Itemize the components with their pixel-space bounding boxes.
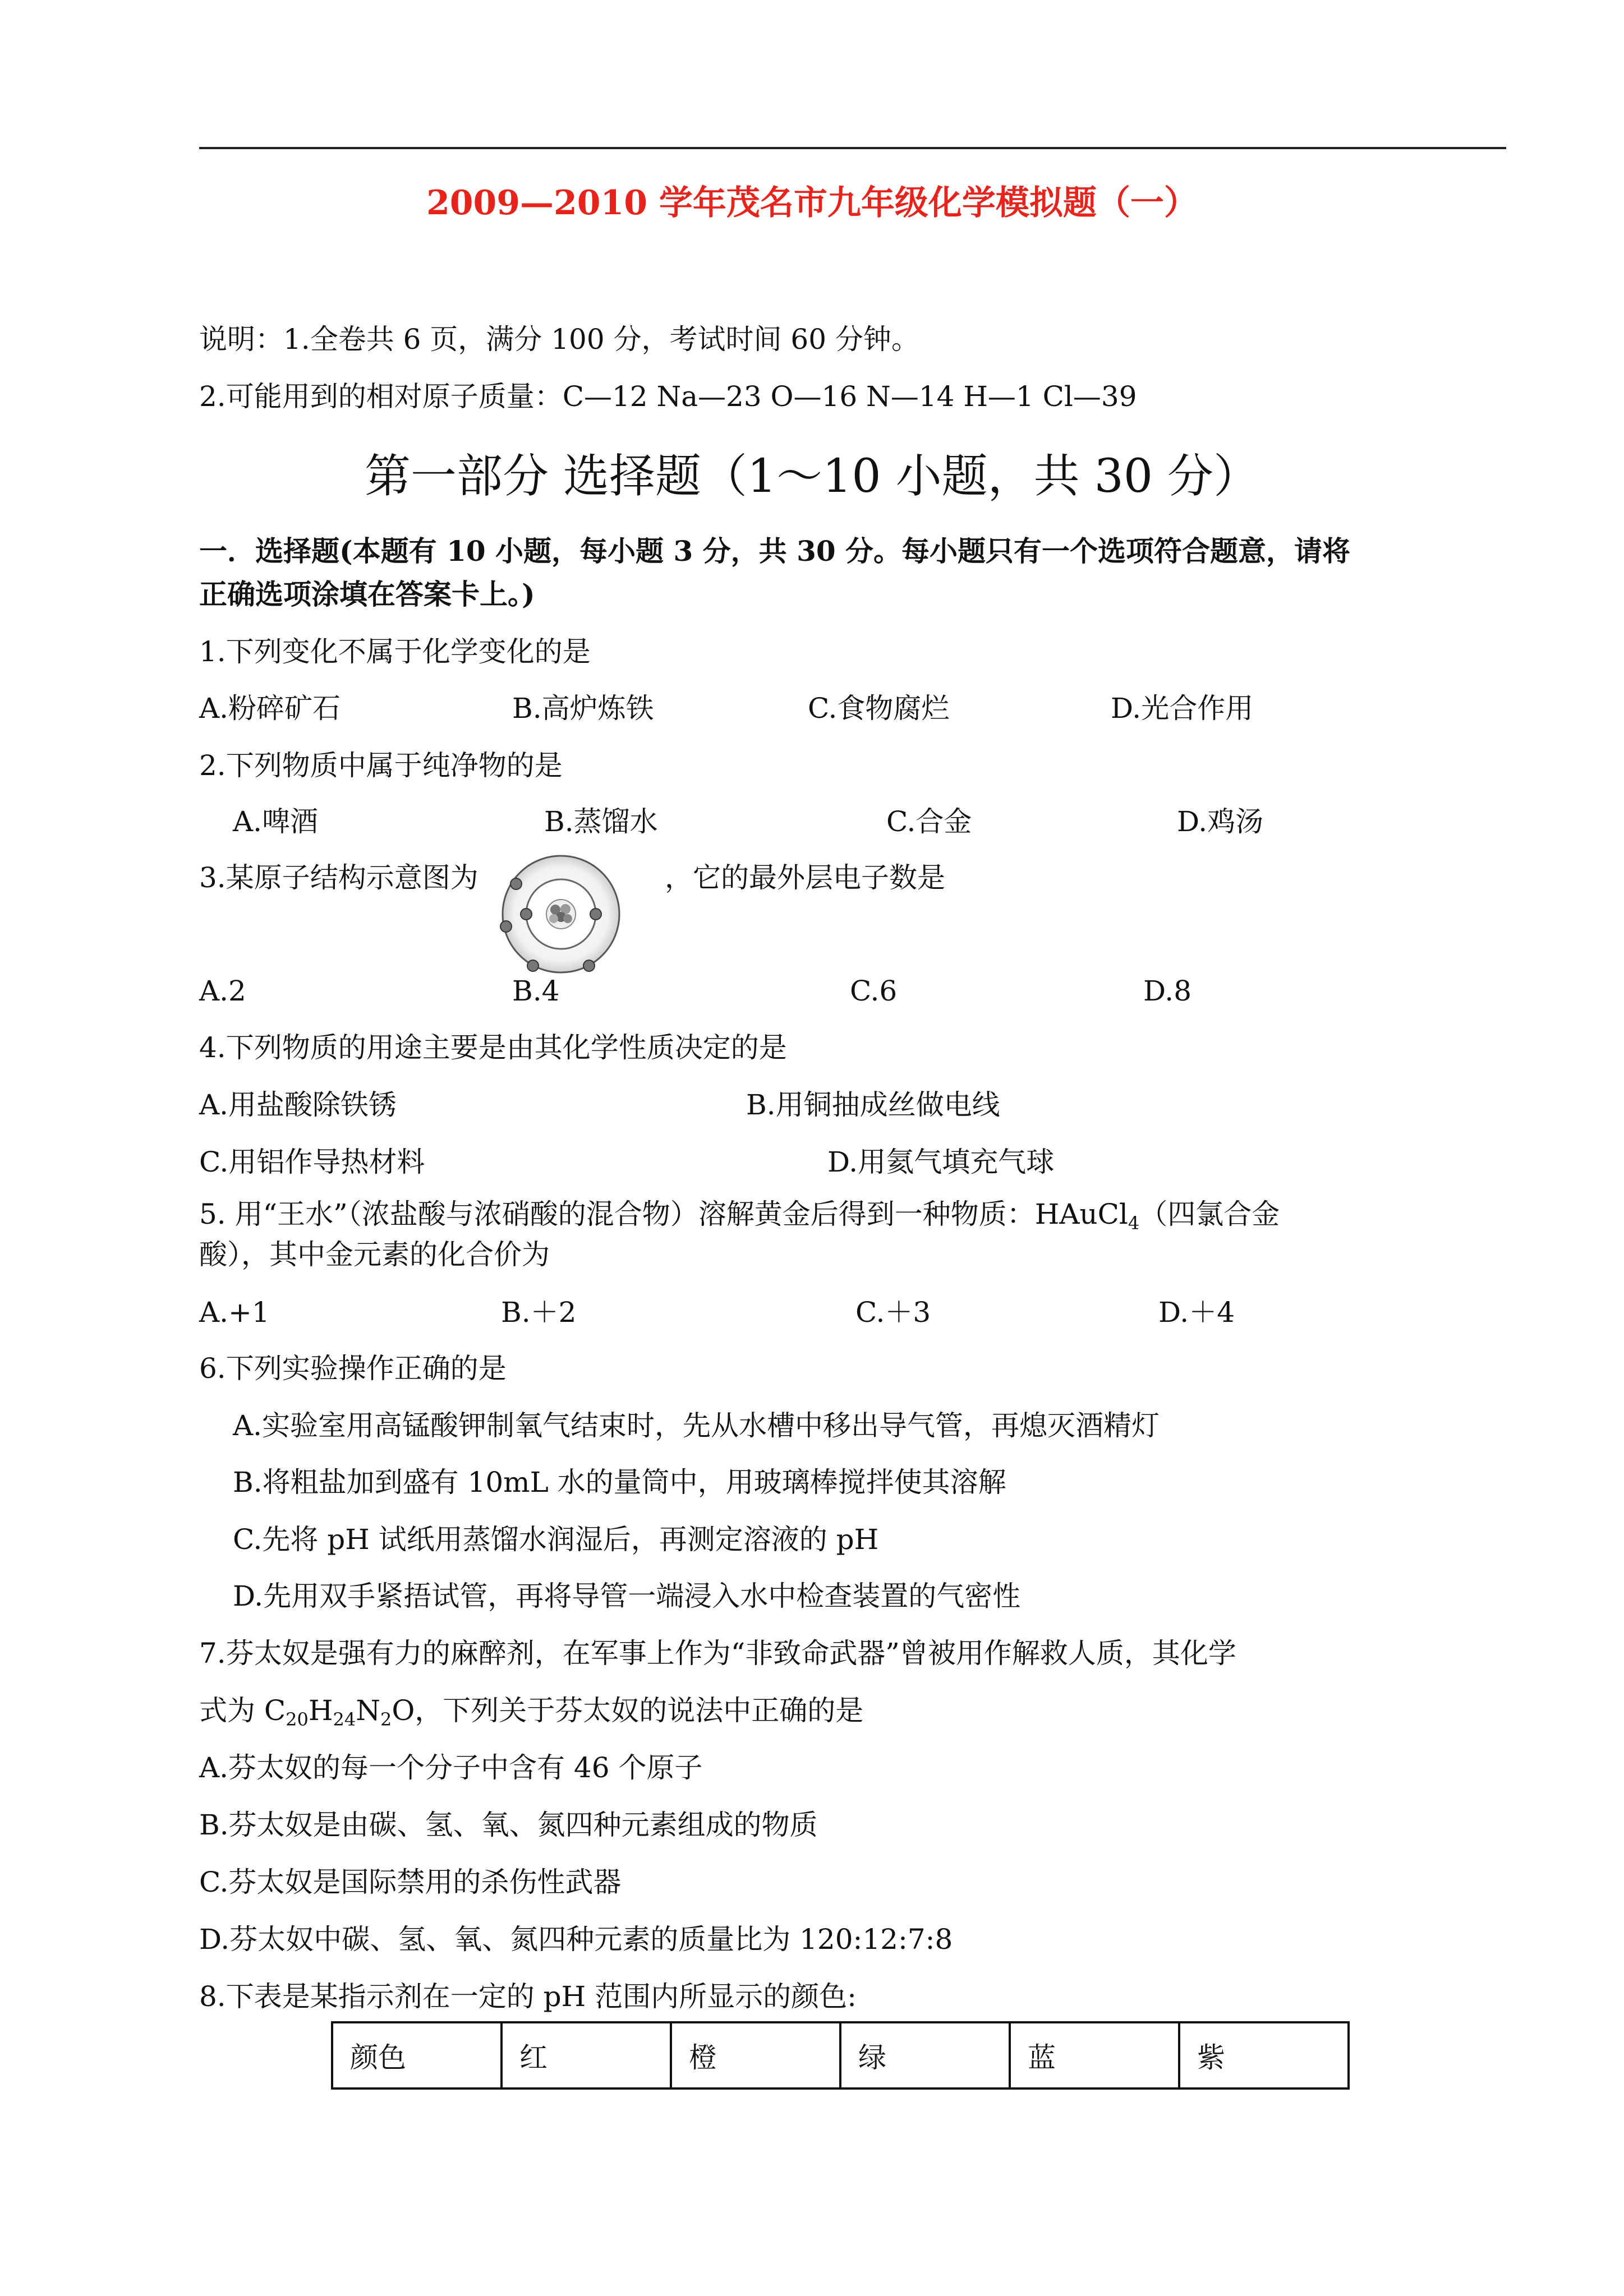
q5-stem-text: 5. 用“王水”（浓盐酸与浓硝酸的混合物）溶解黄金后得到一种物质：HAuCl	[199, 1198, 1128, 1230]
q7-formula-h: H	[308, 1694, 333, 1727]
q3-option-b: B.4	[512, 975, 560, 1007]
table-cell: 紫	[1179, 2022, 1349, 2088]
table-cell: 绿	[840, 2022, 1010, 2088]
q7-formula-n: N	[356, 1694, 380, 1727]
q5-option-a: A.+1	[199, 1296, 270, 1329]
electron	[527, 960, 539, 971]
q5-stem-line1	[199, 1197, 1280, 1234]
q7-formula-suffix: O，下列关于芬太奴的说法中正确的是	[392, 1694, 864, 1727]
header-rule	[199, 147, 1506, 149]
electron	[500, 921, 512, 932]
part1-heading-line1: 一．选择题(本题有 10 小题，每小题 3 分，共 30 分。每小题只有一个选项符合题意，请将	[199, 534, 1351, 568]
q7-subscript-n: 2	[380, 1709, 392, 1730]
q7-subscript-h: 24	[333, 1709, 356, 1730]
q7-option-d: D.芬太奴中碳、氢、氧、氮四种元素的质量比为 120:12:7:8	[199, 1923, 953, 1956]
q7-option-c: C.芬太奴是国际禁用的杀伤性武器	[199, 1866, 622, 1898]
indicator-color-table	[331, 2021, 1350, 2090]
q5-option-d: D.＋4	[1158, 1296, 1235, 1329]
q2-option-d: D.鸡汤	[1177, 805, 1264, 838]
table-row	[332, 2022, 1349, 2088]
q7-stem-line1: 7.芬太奴是强有力的麻醉剂，在军事上作为“非致命武器”曾被用作解救人质，其化学	[199, 1637, 1236, 1670]
q1-stem: 1.下列变化不属于化学变化的是	[199, 635, 591, 668]
q1-option-c: C.食物腐烂	[808, 692, 950, 725]
q6-option-d: D.先用双手紧捂试管，再将导管一端浸入水中检查装置的气密性	[233, 1580, 1021, 1612]
q5-option-b: B.＋2	[501, 1296, 577, 1329]
table-cell: 蓝	[1010, 2022, 1179, 2088]
q5-subscript: 4	[1128, 1212, 1140, 1234]
q2-option-c: C.合金	[886, 805, 972, 838]
q6-option-b: B.将粗盐加到盛有 10mL 水的量筒中，用玻璃棒搅拌使其溶解	[233, 1466, 1006, 1499]
q7-subscript-c: 20	[286, 1709, 309, 1730]
q1-option-d: D.光合作用	[1111, 692, 1254, 725]
q6-option-c: C.先将 pH 试纸用蒸馏水润湿后，再测定溶液的 pH	[233, 1523, 879, 1556]
q4-option-c: C.用铝作导热材料	[199, 1146, 425, 1178]
section-title: 第一部分 选择题（1～10 小题，共 30 分）	[364, 450, 1260, 503]
exam-title: 2009—2010 学年茂名市九年级化学模拟题（一）	[426, 183, 1198, 223]
q6-option-a: A.实验室用高锰酸钾制氧气结束时，先从水槽中移出导气管，再熄灭酒精灯	[233, 1409, 1160, 1442]
q2-option-b: B.蒸馏水	[544, 805, 658, 838]
q4-option-d: D.用氦气填充气球	[827, 1146, 1055, 1178]
part1-heading-line2: 正确选项涂填在答案卡上。)	[199, 578, 535, 611]
q3-stem-before: 3.某原子结构示意图为	[199, 861, 479, 894]
electron	[510, 878, 522, 889]
q8-stem: 8.下表是某指示剂在一定的 pH 范围内所显示的颜色:	[199, 1980, 857, 2013]
q4-stem: 4.下列物质的用途主要是由其化学性质决定的是	[199, 1031, 787, 1064]
q3-option-c: C.6	[850, 975, 898, 1007]
electron	[521, 909, 532, 920]
q5-stem-suffix: （四氯合金	[1139, 1198, 1280, 1230]
q4-option-b: B.用铜抽成丝做电线	[746, 1089, 1000, 1121]
q5-option-c: C.＋3	[855, 1296, 931, 1329]
q7-formula-prefix: 式为 C	[199, 1694, 286, 1727]
table-cell: 颜色	[332, 2022, 502, 2088]
q3-stem-after: ，它的最外层电子数是	[665, 861, 945, 894]
table-cell: 红	[502, 2022, 671, 2088]
q1-option-b: B.高炉炼铁	[512, 692, 654, 725]
q1-option-a: A.粉碎矿石	[199, 692, 341, 725]
atom-structure-diagram	[494, 847, 628, 981]
q4-option-a: A.用盐酸除铁锈	[199, 1089, 397, 1121]
note-line-1: 说明：1.全卷共 6 页，满分 100 分，考试时间 60 分钟。	[199, 323, 919, 356]
note-line-2: 2.可能用到的相对原子质量：C—12 Na—23 O—16 N—14 H—1 Cl—39	[199, 380, 1137, 413]
q7-option-b: B.芬太奴是由碳、氢、氧、氮四种元素组成的物质	[199, 1809, 818, 1841]
q6-stem: 6.下列实验操作正确的是	[199, 1352, 507, 1385]
table-cell: 橙	[671, 2022, 840, 2088]
nucleus	[546, 900, 576, 929]
q7-option-a: A.芬太奴的每一个分子中含有 46 个原子	[199, 1751, 703, 1784]
q3-option-d: D.8	[1143, 975, 1192, 1007]
q7-stem-line2	[199, 1694, 864, 1730]
electron	[590, 909, 601, 920]
q3-option-a: A.2	[199, 975, 246, 1007]
electron	[583, 960, 595, 971]
q5-stem-line2: 酸），其中金元素的化合价为	[199, 1238, 550, 1271]
q2-stem: 2.下列物质中属于纯净物的是	[199, 749, 563, 782]
q2-option-a: A.啤酒	[233, 805, 319, 838]
